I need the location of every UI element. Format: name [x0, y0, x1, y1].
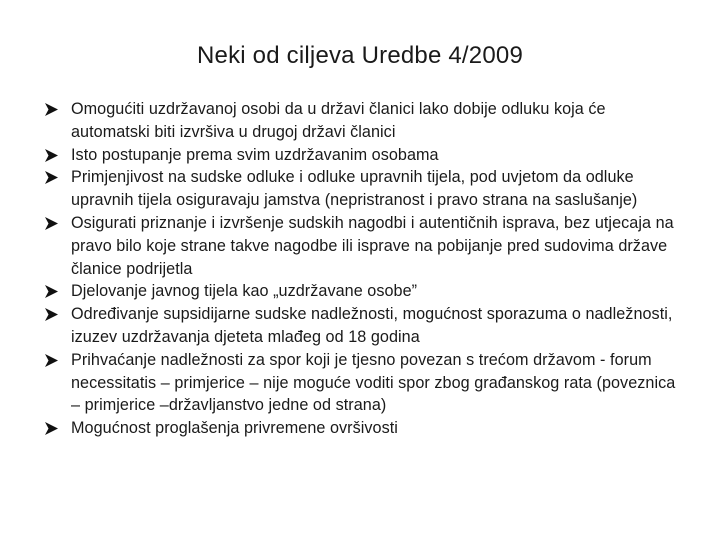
arrowhead-bullet-icon: [44, 170, 59, 185]
bullet-item: [44, 212, 684, 280]
bullet-item: [44, 280, 684, 303]
bullet-text: Mogućnost proglašenja privremene ovršivosti: [71, 419, 398, 438]
bullet-text: Omogućiti uzdržavanoj osobi da u državi članici lako dobije odluku koja će automatski biti izvršiva u drugoj državi članici: [71, 100, 606, 141]
bullet-text: Prihvaćanje nadležnosti za spor koji je tjesno povezan s trećom državom - forum necessitatis – primjerice – nije moguće voditi spor zbog građanskog rata (poveznica – primjerice –državljanstvo jedne od strana): [71, 350, 676, 415]
arrowhead-bullet-icon: [44, 284, 59, 299]
bullet-text: Djelovanje javnog tijela kao „uzdržavane osobe”: [71, 282, 418, 301]
bullet-list: [44, 98, 684, 440]
arrowhead-bullet-icon: [44, 148, 59, 163]
bullet-text: Isto postupanje prema svim uzdržavanim osobama: [71, 145, 439, 164]
arrowhead-bullet-icon: [44, 102, 59, 117]
bullet-text: Određivanje supsidijarne sudske nadležnosti, mogućnost sporazuma o nadležnosti, izuzev uzdržavanja djeteta mlađeg od 18 godina: [71, 305, 673, 346]
bullet-item: [44, 98, 684, 144]
bullet-text: Osigurati priznanje i izvršenje sudskih nagodbi i autentičnih isprava, bez utjecaja na pravo bilo koje strane takve nagodbe ili isprave na pobijanje pred sudovima države članice podrijetla: [71, 213, 674, 278]
bullet-text: Primjenjivost na sudske odluke i odluke upravnih tijela, pod uvjetom da odluke upravnih tijela osiguravaju jamstva (nepristranost i pravo strana na saslušanje): [71, 168, 638, 210]
slide-title: Neki od ciljeva Uredbe 4/2009: [197, 42, 523, 69]
bullet-item: [44, 349, 684, 417]
arrowhead-bullet-icon: [44, 307, 59, 322]
bullet-item: [44, 303, 684, 349]
bullet-item: [44, 144, 684, 167]
bullet-item: [44, 166, 684, 212]
bullet-item: [44, 417, 684, 440]
arrowhead-bullet-icon: [44, 353, 59, 368]
arrowhead-bullet-icon: [44, 421, 59, 436]
arrowhead-bullet-icon: [44, 216, 59, 231]
